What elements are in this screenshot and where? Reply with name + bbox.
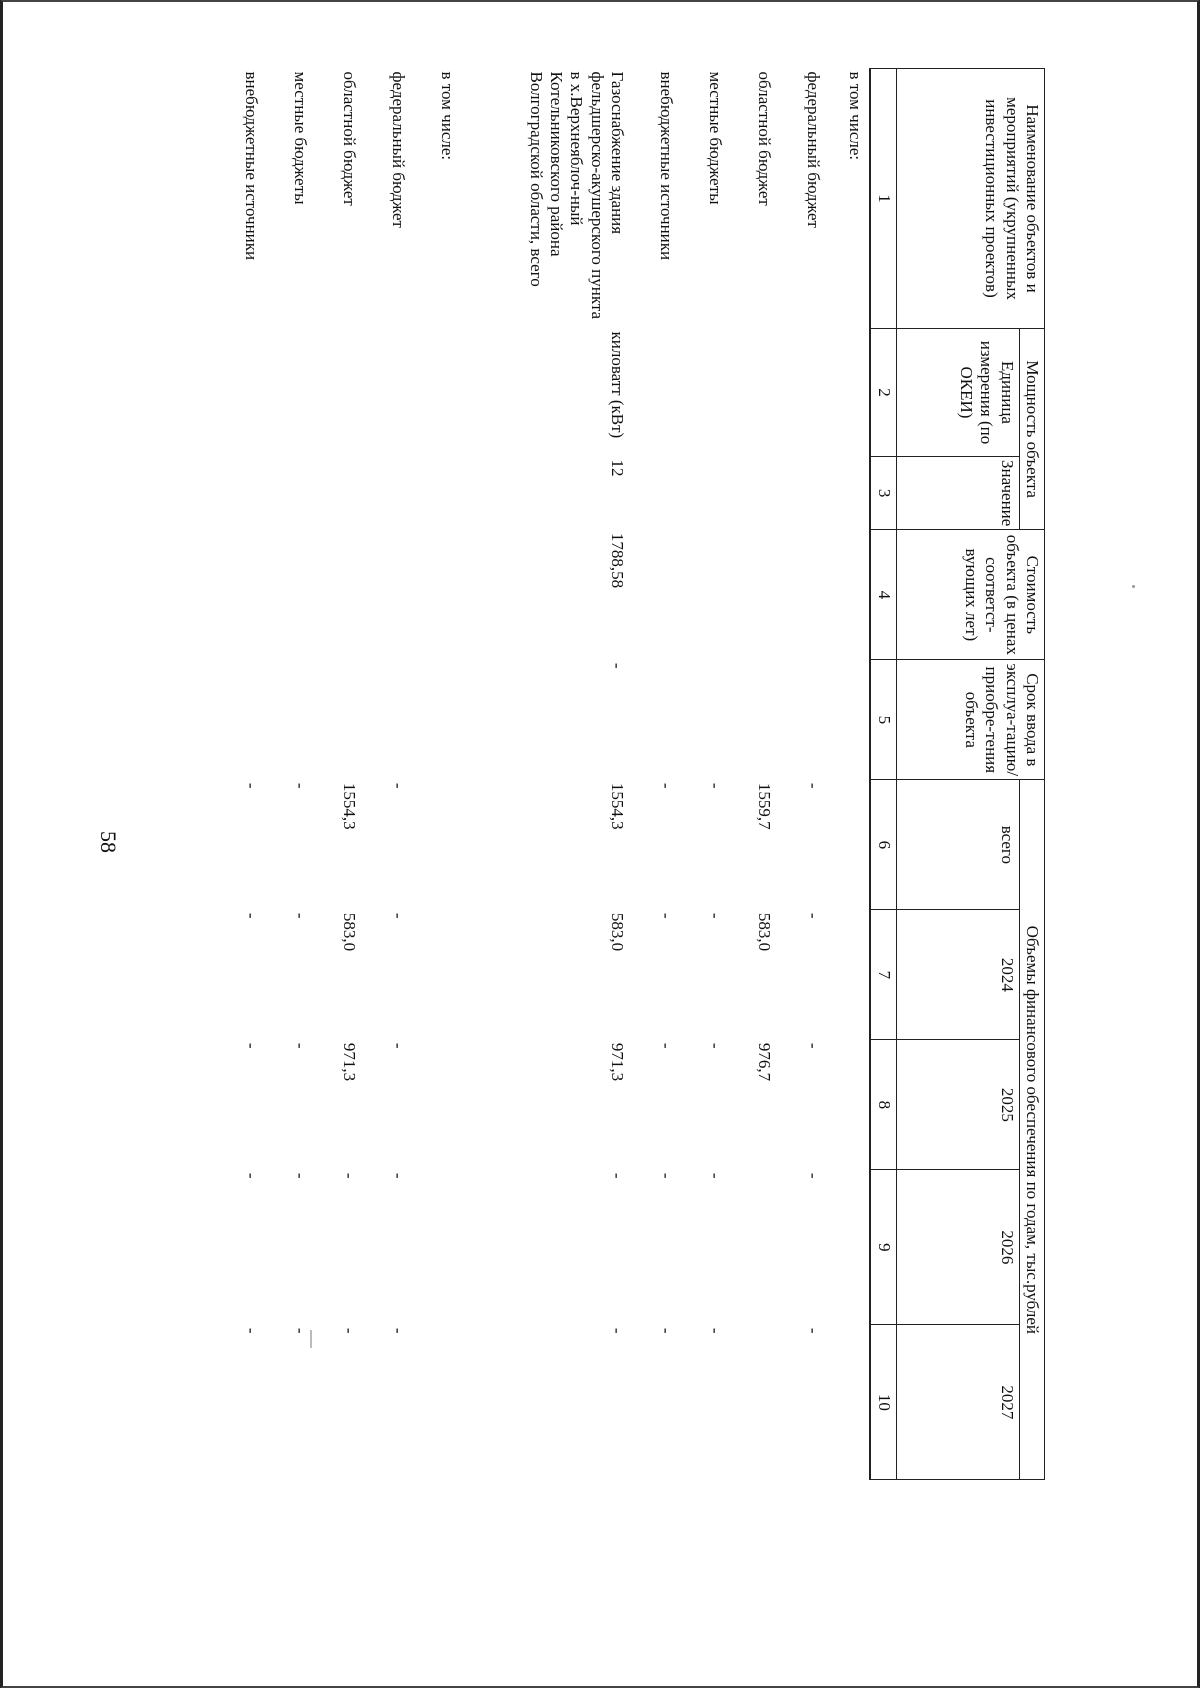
row-total: -	[657, 782, 677, 789]
row-2027: -	[291, 1327, 311, 1334]
row-name: внебюджетные источники	[242, 71, 262, 261]
row-2024: 583,0	[608, 912, 628, 952]
row-2026	[408, 1170, 457, 1325]
row-total: -	[291, 782, 311, 789]
row-2027	[823, 1325, 870, 1480]
column-number: 7	[870, 910, 896, 1040]
row-2026: -	[389, 1172, 409, 1179]
row-cost	[310, 530, 359, 660]
rotated-table-wrapper	[165, 68, 1045, 1588]
row-2025: -	[804, 1042, 824, 1049]
row-value	[627, 457, 676, 530]
row-2027: -	[657, 1327, 677, 1334]
table-row	[627, 69, 676, 1480]
row-srok	[408, 660, 457, 780]
row-cost	[212, 530, 261, 660]
row-name: в том числе:	[846, 71, 866, 161]
table-row	[212, 69, 261, 1480]
row-cost	[261, 530, 310, 660]
row-total: -	[389, 782, 409, 789]
row-unit: киловатт (кВт)	[608, 331, 628, 439]
row-srok	[676, 660, 725, 780]
row-name: местные бюджеты	[706, 71, 726, 205]
row-2025: 971,3	[340, 1042, 360, 1082]
row-name: местные бюджеты	[291, 71, 311, 205]
row-srok: -	[608, 662, 628, 669]
row-name: областной бюджет	[340, 71, 360, 206]
row-2026: -	[706, 1172, 726, 1179]
header-year-2025: 2025	[896, 1040, 1019, 1170]
financing-table	[212, 68, 1045, 1480]
row-srok	[774, 660, 823, 780]
row-unit	[212, 329, 261, 457]
row-2027	[725, 1325, 774, 1480]
row-unit	[725, 329, 774, 457]
row-2027: -	[706, 1327, 726, 1334]
header-object-name: Наименование объектов и мероприятий (укрупненных инвестиционных проектов)	[896, 69, 1044, 329]
header-cost: Стоимость объекта (в ценах соответст-вующих лет)	[896, 530, 1044, 660]
column-number: 4	[870, 530, 896, 660]
header-year-2026: 2026	[896, 1170, 1019, 1325]
row-value	[359, 457, 408, 530]
row-value	[725, 457, 774, 530]
row-total: -	[706, 782, 726, 789]
column-number: 8	[870, 1040, 896, 1170]
row-2024: -	[242, 912, 262, 919]
row-name: Газоснабжение здания фельдшерско-акушерского пункта в х.Верхнеяблоч-ный Котельниковского района Волгоградской области, всего	[526, 71, 628, 320]
row-name: внебюджетные источники	[657, 71, 677, 261]
row-2026: -	[340, 1172, 360, 1179]
row-unit	[261, 329, 310, 457]
row-2026	[823, 1170, 870, 1325]
row-unit	[408, 329, 457, 457]
row-2024	[823, 910, 870, 1040]
row-2026: -	[657, 1172, 677, 1179]
header-unit: Единица измерения (по ОКЕИ)	[896, 329, 1019, 457]
row-2025: -	[706, 1042, 726, 1049]
row-unit	[310, 329, 359, 457]
column-number: 2	[870, 329, 896, 457]
header-total: всего	[896, 780, 1019, 910]
header-year-2027: 2027	[896, 1325, 1019, 1480]
table-row	[359, 69, 408, 1480]
row-cost	[359, 530, 408, 660]
column-number: 1	[870, 69, 896, 329]
table-row	[823, 69, 870, 1480]
column-number: 5	[870, 660, 896, 780]
scan-speck	[1132, 585, 1135, 588]
row-2027: -	[389, 1327, 409, 1334]
row-srok	[823, 660, 870, 780]
row-cost	[408, 530, 457, 660]
table-row	[774, 69, 823, 1480]
row-total: -	[242, 782, 262, 789]
row-total: 1554,3	[340, 782, 360, 830]
table-row	[676, 69, 725, 1480]
row-2026: -	[608, 1172, 628, 1179]
row-unit	[774, 329, 823, 457]
column-number: 3	[870, 457, 896, 530]
row-total: 1559,7	[755, 782, 775, 830]
row-total	[823, 780, 870, 910]
row-srok	[212, 660, 261, 780]
row-value	[774, 457, 823, 530]
row-2025	[823, 1040, 870, 1170]
header-power-group: Мощность объекта	[1019, 329, 1044, 530]
row-2025: 976,7	[755, 1042, 775, 1082]
row-unit	[359, 329, 408, 457]
row-name: областной бюджет	[755, 71, 775, 206]
row-2024: -	[389, 912, 409, 919]
row-2024: 583,0	[340, 912, 360, 952]
table-row	[725, 69, 774, 1480]
row-cost	[823, 530, 870, 660]
row-2026: -	[242, 1172, 262, 1179]
row-2025	[408, 1040, 457, 1170]
row-2024: -	[804, 912, 824, 919]
row-2026	[725, 1170, 774, 1325]
row-srok	[359, 660, 408, 780]
table-row	[261, 69, 310, 1480]
row-2025: -	[657, 1042, 677, 1049]
row-total	[408, 780, 457, 910]
row-2027: -	[804, 1327, 824, 1334]
header-value: Значение	[896, 457, 1019, 530]
header-row-1	[1019, 69, 1044, 1480]
page-number: 58	[96, 831, 121, 853]
row-value	[310, 457, 359, 530]
scan-speck	[310, 1330, 312, 1348]
row-cost	[725, 530, 774, 660]
row-srok	[261, 660, 310, 780]
row-2024: -	[657, 912, 677, 919]
row-cost	[676, 530, 725, 660]
row-value	[823, 457, 870, 530]
table-row	[310, 69, 359, 1480]
header-commissioning-date: Срок ввода в эксплуа-тацию/ приобре-тения объекта	[896, 660, 1044, 780]
row-2025: -	[389, 1042, 409, 1049]
header-year-2024: 2024	[896, 910, 1019, 1040]
table-row	[408, 69, 457, 1480]
column-number: 6	[870, 780, 896, 910]
column-number: 9	[870, 1170, 896, 1325]
row-name: федеральный бюджет	[804, 71, 824, 228]
row-2027: -	[608, 1327, 628, 1334]
row-name: федеральный бюджет	[389, 71, 409, 228]
row-cost: 1788,58	[608, 532, 628, 589]
row-2026: -	[804, 1172, 824, 1179]
row-total: -	[804, 782, 824, 789]
row-name: в том числе:	[438, 71, 458, 161]
table-row	[457, 69, 627, 1480]
row-2027	[408, 1325, 457, 1480]
row-unit	[627, 329, 676, 457]
row-value	[408, 457, 457, 530]
row-srok	[725, 660, 774, 780]
row-2026: -	[291, 1172, 311, 1179]
row-2024: 583,0	[755, 912, 775, 952]
row-2027: -	[242, 1327, 262, 1334]
row-2025: 971,3	[608, 1042, 628, 1082]
row-2027: -	[340, 1327, 360, 1334]
row-total: 1554,3	[608, 782, 628, 830]
row-srok	[310, 660, 359, 780]
row-value	[261, 457, 310, 530]
row-2024: -	[291, 912, 311, 919]
row-cost	[774, 530, 823, 660]
row-value: 12	[608, 459, 628, 477]
row-2024	[408, 910, 457, 1040]
row-unit	[676, 329, 725, 457]
row-value	[212, 457, 261, 530]
row-cost	[627, 530, 676, 660]
column-number-row	[870, 69, 896, 1480]
row-2025: -	[291, 1042, 311, 1049]
row-2025: -	[242, 1042, 262, 1049]
row-value	[676, 457, 725, 530]
row-srok	[627, 660, 676, 780]
header-finance-group: Объемы финансового обеспечения по годам, тыс.рублей	[1019, 780, 1044, 1480]
row-unit	[823, 329, 870, 457]
row-2024: -	[706, 912, 726, 919]
column-number: 10	[870, 1325, 896, 1480]
